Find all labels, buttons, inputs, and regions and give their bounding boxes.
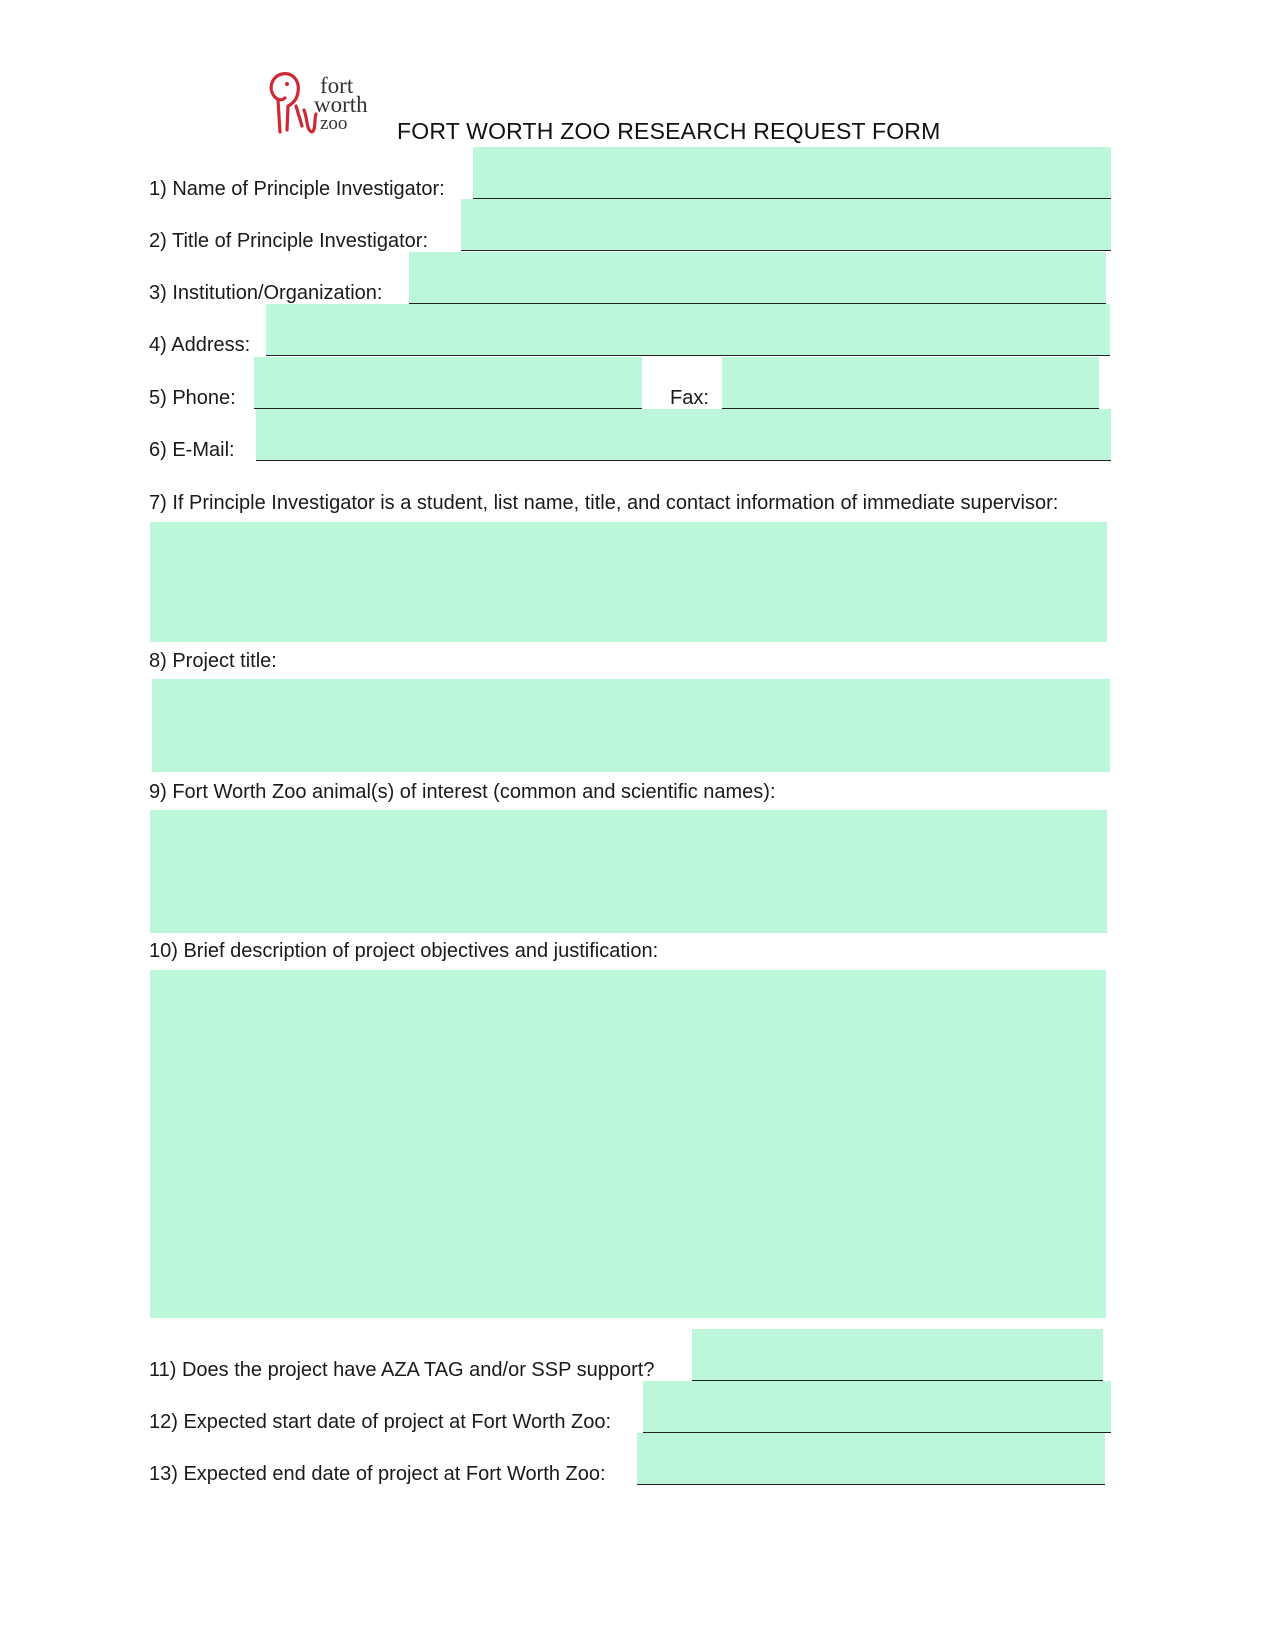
phone-field[interactable] — [254, 357, 642, 409]
fax-field[interactable] — [722, 357, 1099, 409]
aza-support-field[interactable] — [692, 1329, 1103, 1381]
end-date-label: 13) Expected end date of project at Fort Worth Zoo: — [149, 1463, 606, 1485]
project-title-field[interactable] — [152, 679, 1110, 772]
logo-text-zoo: zoo — [320, 113, 348, 134]
end-date-field[interactable] — [637, 1433, 1105, 1485]
principal-investigator-name-label: 1) Name of Principle Investigator: — [149, 178, 445, 200]
phone-label: 5) Phone: — [149, 387, 236, 409]
project-title-label: 8) Project title: — [149, 650, 277, 672]
animals-of-interest-label: 9) Fort Worth Zoo animal(s) of interest (common and scientific names): — [149, 781, 776, 803]
supervisor-info-label: 7) If Principle Investigator is a student, list name, title, and contact information of immediate supervisor: — [149, 492, 1059, 514]
elephant-logo-icon — [268, 70, 320, 138]
address-field[interactable] — [266, 304, 1110, 356]
email-field[interactable] — [256, 409, 1111, 461]
start-date-label: 12) Expected start date of project at Fort Worth Zoo: — [149, 1411, 612, 1433]
project-description-field[interactable] — [150, 970, 1106, 1318]
supervisor-info-field[interactable] — [150, 522, 1107, 642]
institution-label: 3) Institution/Organization: — [149, 282, 383, 304]
start-date-field[interactable] — [643, 1381, 1111, 1433]
principal-investigator-name-field[interactable] — [473, 147, 1111, 199]
aza-support-label: 11) Does the project have AZA TAG and/or SSP support? — [149, 1359, 655, 1381]
principal-investigator-title-label: 2) Title of Principle Investigator: — [149, 230, 429, 252]
fax-label: Fax: — [670, 387, 709, 409]
project-description-label: 10) Brief description of project objectives and justification: — [149, 940, 659, 962]
institution-field[interactable] — [409, 252, 1106, 304]
page-title: FORT WORTH ZOO RESEARCH REQUEST FORM — [397, 118, 941, 144]
logo-text-worth: worth — [314, 92, 368, 117]
animals-of-interest-field[interactable] — [150, 810, 1107, 933]
email-label: 6) E-Mail: — [149, 439, 235, 461]
logo-text-fort: fort — [320, 73, 354, 98]
principal-investigator-title-field[interactable] — [461, 199, 1111, 251]
address-label: 4) Address: — [149, 334, 251, 356]
zoo-logo — [268, 70, 378, 138]
